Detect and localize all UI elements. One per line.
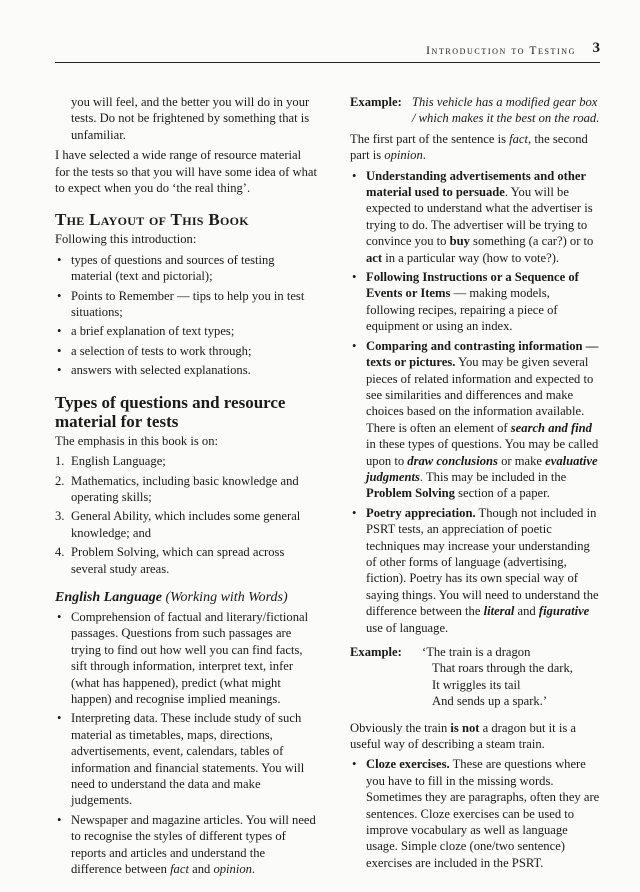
- news-and: and: [188, 862, 214, 877]
- draw-conclusions-term: draw conclusions: [407, 453, 498, 468]
- literal-term: literal: [483, 604, 515, 619]
- layout-intro: Following this introduction:: [55, 232, 197, 247]
- list-item: [55, 544, 317, 577]
- fact-term: fact: [509, 131, 529, 146]
- list-number: 3.: [55, 509, 65, 524]
- poem-line: ‘The train is a dragon: [422, 645, 531, 659]
- compare-title: Comparing and contrasting information — texts or pictures.: [366, 338, 599, 370]
- list-item: • Points to Remember — tips to help you in test situations;: [55, 288, 317, 321]
- english-heading-main: English Language: [55, 589, 162, 605]
- left-column: [55, 94, 317, 880]
- running-header: [55, 40, 600, 63]
- poem-lines: [422, 644, 573, 710]
- followup-text: The first part of the sentence is: [350, 131, 510, 146]
- english-heading-sub: (Working with Words): [165, 589, 288, 605]
- followup-end: .: [422, 148, 426, 163]
- right-list: [350, 168, 600, 636]
- list-item: • answers with selected explanations.: [55, 362, 317, 378]
- list-item: [350, 168, 600, 266]
- figurative-term: figurative: [538, 604, 590, 619]
- cloze-title: Cloze exercises.: [366, 757, 450, 772]
- opinion-term: opinion: [384, 148, 423, 163]
- adv-title: Understanding advertisements and other material used to persuade: [366, 168, 586, 200]
- list-number: 2.: [55, 473, 65, 488]
- layout-heading: The Layout of This Book: [55, 210, 249, 230]
- news-text: Newspaper and magazine articles. You will need to recognise the styles of different types of reports and articles and understand the difference between: [71, 812, 316, 877]
- list-item: [350, 505, 600, 636]
- followup-mid: , the second part is: [350, 131, 588, 163]
- list-number: 1.: [55, 454, 65, 469]
- example-followup: [350, 131, 600, 164]
- types-intro: The emphasis in this book is on:: [55, 433, 219, 448]
- list-item: • a brief explanation of text types;: [55, 323, 317, 339]
- after-poem-paragraph: [350, 720, 600, 753]
- list-item: [350, 338, 600, 502]
- right-column: [350, 94, 600, 874]
- fact-term: fact: [170, 862, 189, 877]
- example-block: [350, 94, 600, 127]
- list-item: [55, 508, 317, 541]
- list-item: [55, 473, 317, 506]
- poetry-text-2: use of language.: [366, 620, 449, 635]
- compare-text-5: section of a paper.: [454, 486, 550, 501]
- list-item: • Comprehension of factual and literary/fictional passages. Questions from such passages are trying to find out how well you can find facts, sift through information, interpret text, infer (what has happened), predict (what might happen) and recognise implied meanings.: [55, 609, 317, 707]
- list-item: [350, 269, 600, 335]
- evaluative-term: evaluative judgments: [366, 453, 598, 484]
- after-text-2: a dragon but it is a useful way of describing a steam train.: [350, 720, 576, 752]
- compare-text-2: in these types of questions. You may be called upon to: [366, 437, 599, 468]
- list-item: • Interpreting data. These include study of such material as timetables, maps, directions, advertisements, event, calendars, tables of information and financial statements. You will need to understand the data and make judgements.: [55, 710, 317, 808]
- adv-text-2: something (a car?) or to: [469, 234, 594, 249]
- list-number: 4.: [55, 545, 65, 560]
- example-text: This vehicle has a modified gear box / which makes it the best on the road.: [412, 95, 600, 126]
- list-item: [350, 756, 600, 871]
- poetry-text: Though not included in PSRT tests, an appreciation of poetic techniques may increase your understanding of other forms of language (advertising, fiction). Poetry has its own special way of saying things. You will need to understand the difference between the: [366, 505, 599, 619]
- adv-text: . You will be expected to understand what the advertiser is trying to do. The advertiser will be trying to convince you to: [366, 185, 593, 249]
- news-end: .: [251, 862, 256, 877]
- poem-line: That roars through the dark,: [432, 661, 573, 676]
- follow-text: — making models, following recipes, repairing a piece of equipment or using an index.: [366, 286, 558, 334]
- list-item: [55, 812, 317, 878]
- example-label: Example:: [350, 95, 402, 109]
- continued-paragraph: you will feel, and the better you will do in your tests. Do not be frightened by something that is unfamiliar.: [71, 95, 310, 142]
- list-text: General Ability, which includes some general knowledge; and: [71, 509, 301, 540]
- compare-text: You may be given several pieces of related information and expected to see similarities and differences and make choices based on the information available. There is often an element of: [366, 355, 594, 435]
- poem-line: It wriggles its tail: [432, 677, 521, 692]
- layout-list: [55, 252, 317, 379]
- act-term: act: [366, 250, 383, 265]
- header-title: Introduction to Testing: [426, 45, 576, 57]
- types-list: [55, 453, 317, 577]
- english-list: [55, 609, 317, 878]
- search-find-term: search and find: [510, 420, 592, 435]
- cloze-text: These are questions where you have to fill in the missing words. Sometimes they are paragraphs, often they are sentences. Cloze exercises can be used to improve vocabulary as well as language usage. Simple cloze (one/two sentence) exercises are included in the PSRT.: [366, 757, 600, 870]
- poem-label: Example:: [350, 645, 402, 659]
- list-text: Problem Solving, which can spread across several study areas.: [71, 545, 285, 576]
- poetry-and: and: [514, 604, 539, 619]
- list-item: • types of questions and sources of testing material (text and pictorial);: [55, 252, 317, 285]
- english-heading: [55, 589, 317, 606]
- buy-term: buy: [449, 234, 470, 249]
- list-item: • a selection of tests to work through;: [55, 343, 317, 359]
- cloze-list: [350, 756, 600, 871]
- poem-line: And sends up a spark.’: [432, 694, 548, 709]
- list-item: [55, 453, 317, 469]
- compare-text-3: or make: [497, 453, 546, 468]
- list-text: English Language;: [71, 454, 166, 469]
- problem-solving-term: Problem Solving: [366, 486, 455, 501]
- opinion-term: opinion: [213, 862, 252, 877]
- is-not-term: is not: [450, 720, 480, 735]
- poem-example: [350, 644, 600, 710]
- types-heading: Types of questions and resource material for tests: [55, 392, 286, 431]
- follow-title: Following Instructions or a Sequence of Events or Items: [366, 270, 579, 301]
- poetry-title: Poetry appreciation.: [366, 505, 476, 520]
- after-text: Obviously the train: [350, 720, 451, 735]
- page-number: 3: [592, 40, 600, 56]
- compare-text-4: . This may be included in the: [419, 469, 567, 484]
- adv-text-3: in a particular way (how to vote?).: [382, 250, 560, 265]
- intro-paragraph: I have selected a wide range of resource material for the tests so that you will have some idea of what to expect when you do ‘the real thing’.: [55, 148, 317, 196]
- list-text: Mathematics, including basic knowledge and operating skills;: [71, 473, 299, 504]
